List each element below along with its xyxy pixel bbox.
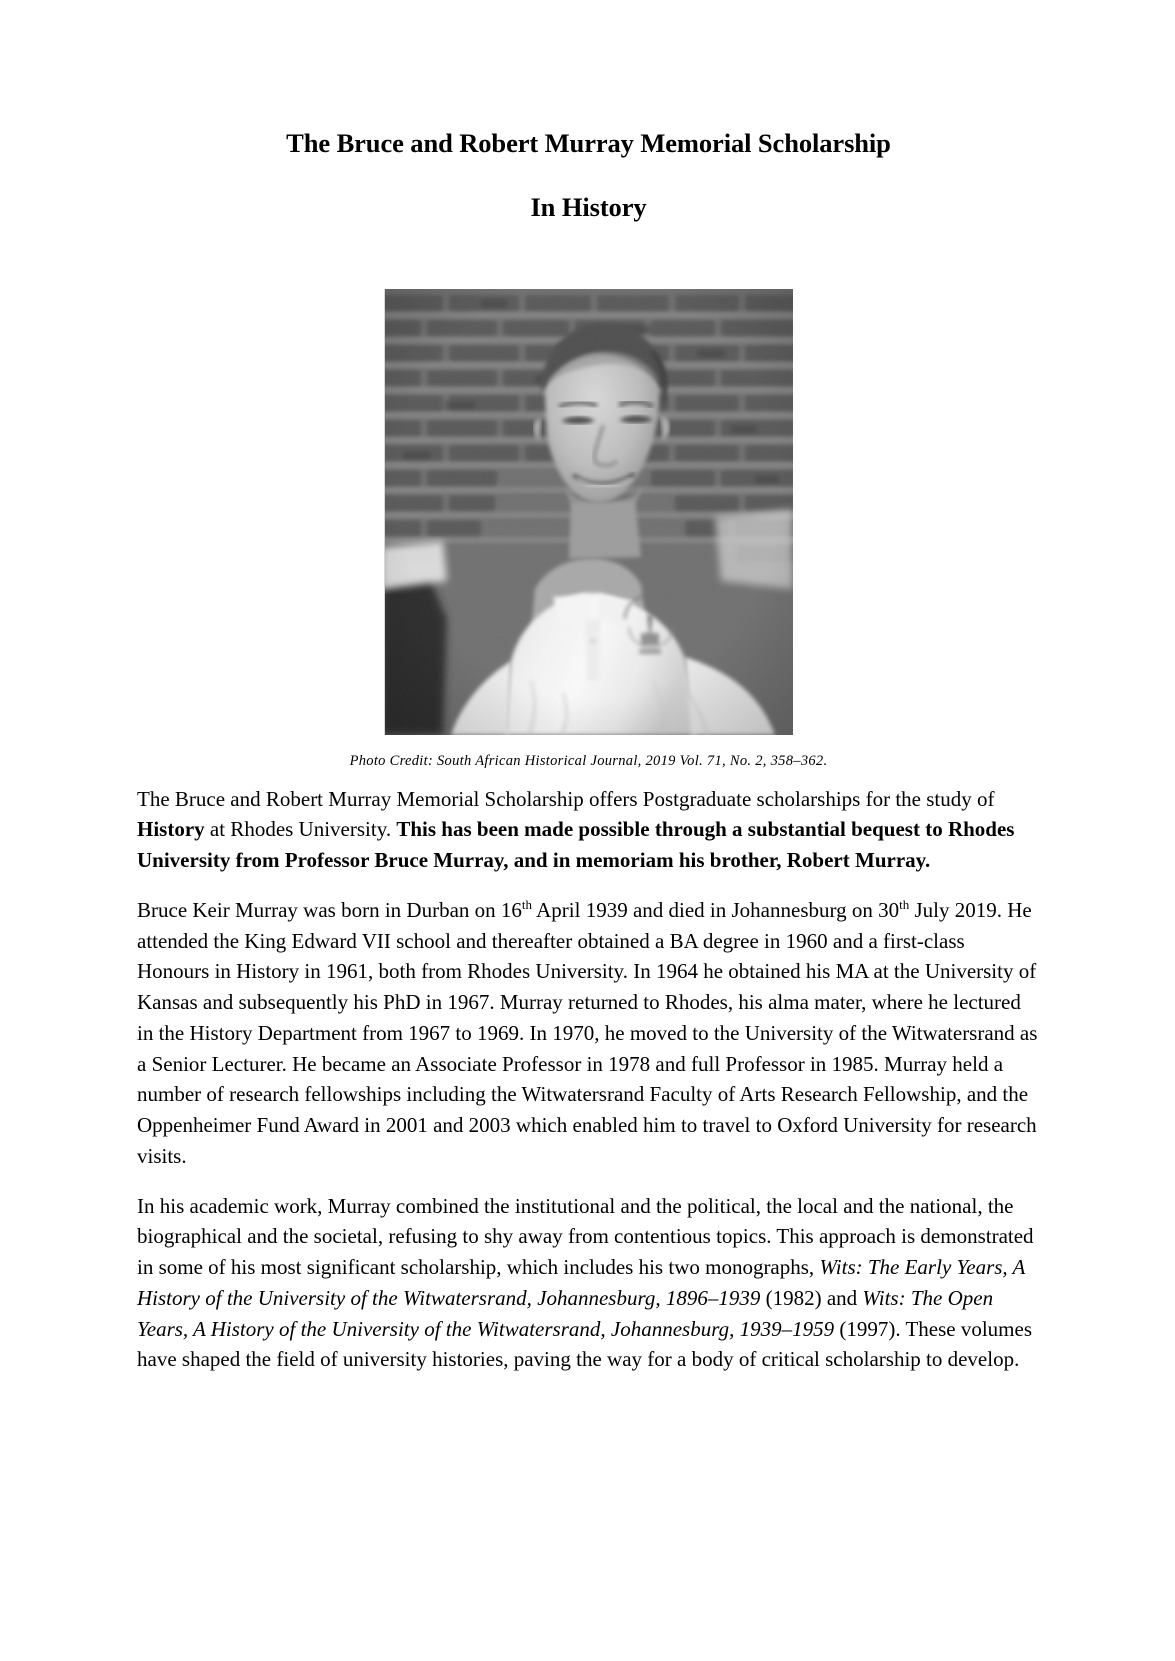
page-title-line-1: The Bruce and Robert Murray Memorial Scholarship bbox=[286, 128, 891, 158]
paragraph-academic-work bbox=[137, 1191, 1040, 1376]
p1-segment-1: The Bruce and Robert Murray Memorial Scholarship offers Postgraduate scholarships for the study of bbox=[137, 786, 995, 811]
portrait-photo-image bbox=[385, 289, 793, 735]
page-content-column bbox=[137, 0, 1040, 1375]
body-text bbox=[137, 770, 1040, 1376]
p3-book-title-early-years: Wits: The Early Years, A History of the University of the Witwatersrand, Johannesburg, 1896–1939 bbox=[137, 1255, 1025, 1310]
p1-bold-history: History bbox=[137, 817, 205, 842]
p2-segment-2: April 1939 and died in Johannesburg on 30 bbox=[532, 897, 900, 922]
p2-ordinal-suffix-16: th bbox=[521, 896, 533, 912]
page-title bbox=[137, 0, 1040, 222]
p3-segment-3: (1982) and bbox=[760, 1285, 863, 1310]
page-title-line-2: In History bbox=[530, 191, 647, 222]
p3-segment-1: In his academic work, Murray combined the institutional and the political, the local and the national, the biographical and the societal, refusing to shy away from contentious topics. This approach is demonstrated in some of his most significant scholarship, which includes his two monographs, bbox=[137, 1193, 1034, 1280]
p2-segment-3: July 2019. He attended the King Edward VII school and thereafter obtained a BA degree in 1960 and a first-class Honours in History in 1961, both from Rhodes University. In 1964 he obtained his MA at the University of Kansas and subsequently his PhD in 1967. Murray returned to Rhodes, his alma mater, where he lectured in the History Department from 1967 to 1969. In 1970, he moved to the University of the Witwatersrand as a Senior Lecturer. He became an Associate Professor in 1978 and full Professor in 1985. Murray held a number of research fellowships including the Witwatersrand Faculty of Arts Research Fellowship, and the Oppenheimer Fund Award in 2001 and 2003 which enabled him to travel to Oxford University for research visits. bbox=[137, 897, 1038, 1168]
p1-segment-3: at Rhodes University. bbox=[204, 817, 397, 842]
paragraph-scholarship-overview bbox=[137, 784, 1040, 876]
photo-credit-caption: Photo Credit: South African Historical Journal, 2019 Vol. 71, No. 2, 358–362. bbox=[349, 752, 828, 769]
p3-segment-5: (1997). These volumes have shaped the field of university histories, paving the way for a body of critical scholarship to develop. bbox=[137, 1316, 1033, 1372]
p2-segment-1: Bruce Keir Murray was born in Durban on 16 bbox=[137, 897, 522, 922]
p2-ordinal-suffix-30: th bbox=[899, 896, 910, 912]
portrait-photo bbox=[384, 289, 793, 735]
p1-bold-bequest: This has been made possible through a substantial bequest to Rhodes University from Professor Bruce Murray, and in memoriam his brother, Robert Murray. bbox=[137, 817, 1015, 873]
portrait-figure bbox=[137, 222, 1040, 770]
p3-book-title-open-years: Wits: The Open Years, A History of the University of the Witwatersrand, Johannesburg, 1939–1959 bbox=[137, 1285, 994, 1341]
paragraph-biography bbox=[137, 895, 1040, 1172]
